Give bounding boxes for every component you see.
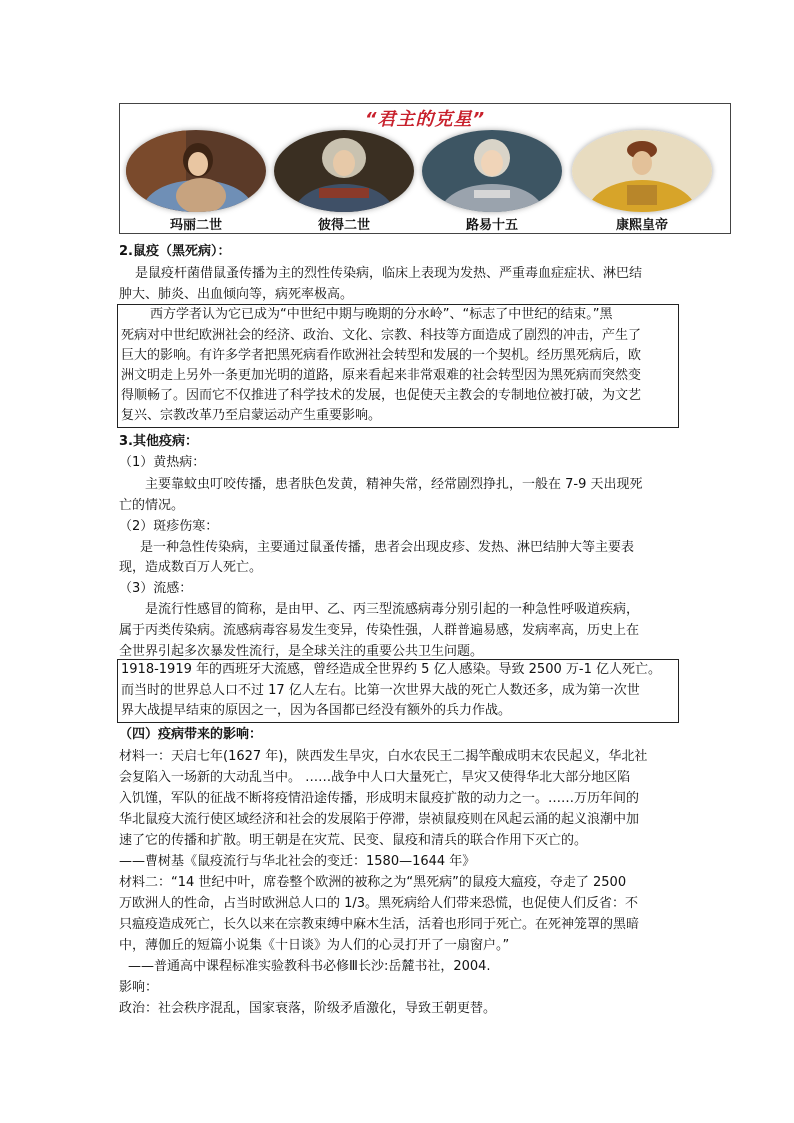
impact-line: 只瘟疫造成死亡，长久以来在宗教束缚中麻木生活，活着也形同于死亡。在死神笼罩的黑暗 <box>119 917 640 932</box>
monarch-banner <box>119 103 731 234</box>
box-line: 而当时的世界总人口不过 17 亿人左右。比第一次世界大战的死亡人数还多，成为第一次世 <box>121 683 640 698</box>
source-citation: ——普通高中课程标准实验教科书必修Ⅲ长沙:岳麓书社，2004. <box>128 959 491 974</box>
impact-line: 入饥馑，军队的征战不断将疫情沿途传播，形成明末鼠疫扩散的动力之一。……万历年间的 <box>119 791 640 806</box>
banner-title: “君主的克星” <box>364 109 486 130</box>
typhus-line: 现，造成数百万人死亡。 <box>119 560 263 575</box>
box-line: 复兴、宗教改革乃至启蒙运动产生重要影响。 <box>121 408 382 423</box>
spanish-flu-box <box>117 659 679 723</box>
portrait-peter-ii <box>274 130 414 212</box>
portrait-peter-ii-image <box>274 130 414 212</box>
portrait-kangxi-image <box>572 130 712 212</box>
caption-peter-ii: 彼得二世 <box>317 218 370 233</box>
box-line: 洲文明走上另外一条更加光明的道路，原来看起来非常艰难的社会转型因为黑死病而突然变 <box>121 368 642 383</box>
box-line: 死病对中世纪欧洲社会的经济、政治、文化、宗教、科技等方面造成了剧烈的冲击，产生了 <box>121 328 642 343</box>
impact-heading: （四）疫病带来的影响： <box>119 727 263 742</box>
impact-line: 中，薄伽丘的短篇小说集《十日谈》为人们的心灵打开了一扇窗户。” <box>119 938 510 953</box>
source-citation: ——曹树基《鼠疫流行与华北社会的变迁：1580—1644 年》 <box>119 854 476 869</box>
impact-line: 速了它的传播和扩散。明王朝是在灾荒、民变、鼠疫和清兵的联合作用下灭亡的。 <box>119 833 588 848</box>
box-line: 界大战提早结束的原因之一，因为各国都已经没有额外的兵力作战。 <box>121 703 512 718</box>
caption-kangxi: 康熙皇帝 <box>615 218 668 233</box>
impact-line: 材料一：天启七年(1627 年)，陕西发生旱灾，白水农民王二揭竿酿成明末农民起义，华北社 <box>119 749 648 764</box>
yellow-fever-title: （1）黄热病： <box>119 455 206 470</box>
impact-line: 会复陷入一场新的大动乱当中。 ……战争中人口大量死亡，旱灾又使得华北大部分地区陷 <box>119 770 631 785</box>
plague-line: 是鼠疫杆菌借鼠蚤传播为主的烈性传染病，临床上表现为发热、严重毒血症症状、淋巴结 <box>135 266 643 281</box>
other-heading: 3.其他疫病： <box>119 434 198 449</box>
portrait-louis-xv <box>422 130 562 212</box>
impact-line: 万欧洲人的性命，占当时欧洲总人口的 1/3。黑死病给人们带来恐慌，也促使人们反省：不 <box>119 896 639 911</box>
flu-line: 全世界引起多次暴发性流行，是全球关注的重要公共卫生问题。 <box>119 644 484 659</box>
plague-heading: 2.鼠疫（黑死病）： <box>119 244 231 259</box>
portrait-mary-ii-image <box>126 130 266 212</box>
impact-line: 材料二：“14 世纪中叶，席卷整个欧洲的被称之为“黑死病”的鼠疫大瘟疫，夺走了 2500 <box>119 875 627 890</box>
box-line: 巨大的影响。有许多学者把黑死病看作欧洲社会转型和发展的一个契机。经历黑死病后，欧 <box>121 348 642 363</box>
yellow-fever-line: 亡的情况。 <box>119 498 185 513</box>
box-line: 西方学者认为它已成为“中世纪中期与晚期的分水岭”、“标志了中世纪的结束。”黑 <box>150 307 613 322</box>
box-line: 得顺畅了。因而它不仅推进了科学技术的发展，也促使天主教会的专制地位被打破，为文艺 <box>121 388 642 403</box>
caption-mary-ii: 玛丽二世 <box>169 218 222 233</box>
plague-line: 肿大、肺炎、出血倾向等，病死率极高。 <box>119 287 354 302</box>
impact-politics: 政治：社会秩序混乱，国家衰落，阶级矛盾激化，导致王朝更替。 <box>119 1001 497 1016</box>
flu-line: 属于丙类传染病。流感病毒容易发生变异，传染性强，人群普遍易感，发病率高，历史上在 <box>119 623 640 638</box>
portrait-louis-xv-image <box>422 130 562 212</box>
flu-line: 是流行性感冒的简称，是由甲、乙、丙三型流感病毒分别引起的一种急性呼吸道疾病， <box>145 602 640 617</box>
flu-title: （3）流感： <box>119 581 193 596</box>
typhus-line: 是一种急性传染病，主要通过鼠蚤传播，患者会出现皮疹、发热、淋巴结肿大等主要表 <box>140 540 635 555</box>
black-death-impact-box <box>117 304 679 428</box>
portrait-kangxi <box>572 130 712 212</box>
box-line: 1918-1919 年的西班牙大流感，曾经造成全世界约 5 亿人感染。导致 2500 万-1 亿人死亡。 <box>121 662 661 677</box>
impact-line: 华北鼠疫大流行使区域经济和社会的发展陷于停滞，崇祯鼠疫则在风起云涌的起义浪潮中加 <box>119 812 640 827</box>
typhus-title: （2）斑疹伤寒： <box>119 519 219 534</box>
yellow-fever-line: 主要靠蚊虫叮咬传播，患者肤色发黄，精神失常，经常剧烈挣扎，一般在 7-9 天出现死 <box>145 477 643 492</box>
impact-label: 影响： <box>119 980 159 995</box>
caption-louis-xv: 路易十五 <box>465 218 518 233</box>
portrait-mary-ii <box>126 130 266 212</box>
